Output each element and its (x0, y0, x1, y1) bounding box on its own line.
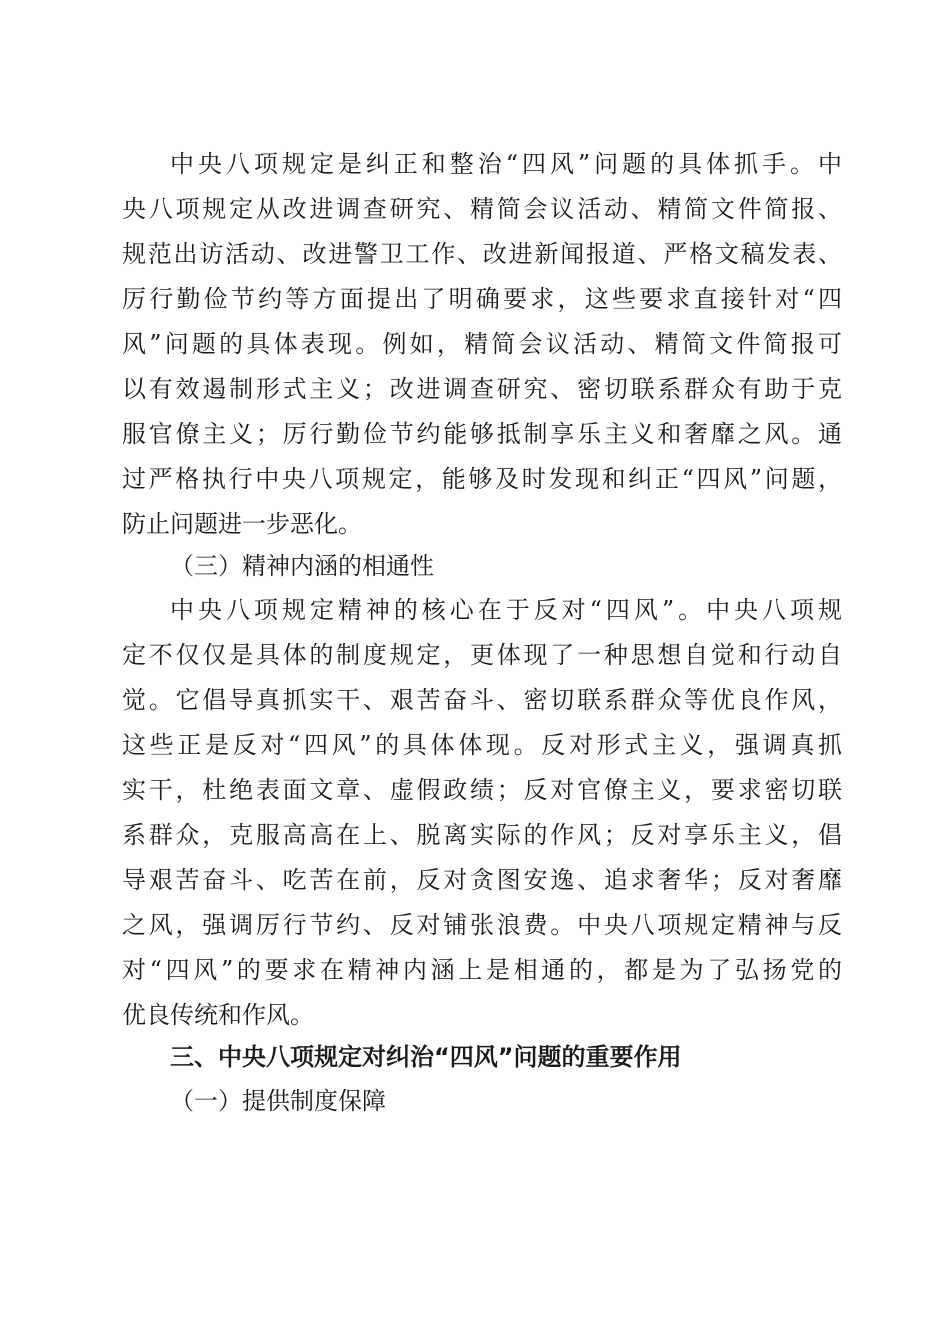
paragraph-line (0, 730, 950, 760)
paragraph-line (0, 284, 950, 314)
line-text: 中央八项规定精神的核心在于反对“四风”。中央八项规 (170, 596, 846, 624)
line-text: 之风，强调厉行节约、反对铺张浪费。中央八项规定精神与反 (122, 911, 845, 939)
line-text: 系群众，克服高高在上、脱离实际的作风；反对享乐主义，倡 (122, 821, 845, 849)
subheading-1 (0, 1086, 950, 1116)
paragraph-line (0, 640, 950, 670)
paragraph-line (0, 149, 950, 179)
line-text: 对“四风”的要求在精神内涵上是相通的，都是为了弘扬党的 (122, 956, 846, 984)
line-text: 觉。它倡导真抓实干、艰苦奋斗、密切联系群众等优良作风， (122, 686, 845, 714)
subheading-text: （三）精神内涵的相通性 (170, 552, 434, 580)
subheading-3 (0, 551, 950, 581)
line-text: 实干，杜绝表面文章、虚假政绩；反对官僚主义，要求密切联 (122, 776, 845, 804)
paragraph-line (0, 685, 950, 715)
paragraph-line (0, 865, 950, 895)
line-text: 这些正是反对“四风”的具体体现。反对形式主义，强调真抓 (122, 731, 846, 759)
line-text: 央八项规定从改进调查研究、精简会议活动、精简文件简报、 (122, 195, 845, 223)
paragraph-line (0, 595, 950, 625)
line-text: 厉行勤俭节约等方面提出了明确要求，这些要求直接针对“四 (122, 285, 846, 313)
line-text: 过严格执行中央八项规定，能够及时发现和纠正“四风”问题， (122, 465, 845, 493)
line-text: 优良传统和作风。 (122, 1001, 314, 1029)
paragraph-line (0, 775, 950, 805)
line-text: 风”问题的具体表现。例如，精简会议活动、精简文件简报可 (122, 330, 846, 358)
line-text: 导艰苦奋斗、吃苦在前，反对贪图安逸、追求奢华；反对奢靡 (122, 866, 845, 894)
line-text: 中央八项规定是纠正和整治“四风”问题的具体抓手。中 (170, 150, 846, 178)
paragraph-line (0, 509, 950, 539)
line-text: 服官僚主义；厉行勤俭节约能够抵制享乐主义和奢靡之风。通 (122, 420, 845, 448)
subheading-text: （一）提供制度保障 (170, 1087, 386, 1115)
paragraph-line (0, 419, 950, 449)
paragraph-line (0, 464, 950, 494)
paragraph-line (0, 194, 950, 224)
section-heading-text: 三、中央八项规定对纠治“四风”问题的重要作用 (170, 1043, 682, 1071)
paragraph-line (0, 329, 950, 359)
paragraph-line (0, 955, 950, 985)
paragraph-line (0, 910, 950, 940)
paragraph-line (0, 1000, 950, 1030)
paragraph-line (0, 820, 950, 850)
section-heading-3 (0, 1042, 950, 1072)
line-text: 定不仅仅是具体的制度规定，更体现了一种思想自觉和行动自 (122, 641, 845, 669)
paragraph-line (0, 239, 950, 269)
paragraph-line (0, 374, 950, 404)
line-text: 防止问题进一步恶化。 (122, 510, 362, 538)
line-text: 以有效遏制形式主义；改进调查研究、密切联系群众有助于克 (122, 375, 845, 403)
line-text: 规范出访活动、改进警卫工作、改进新闻报道、严格文稿发表、 (122, 240, 844, 268)
